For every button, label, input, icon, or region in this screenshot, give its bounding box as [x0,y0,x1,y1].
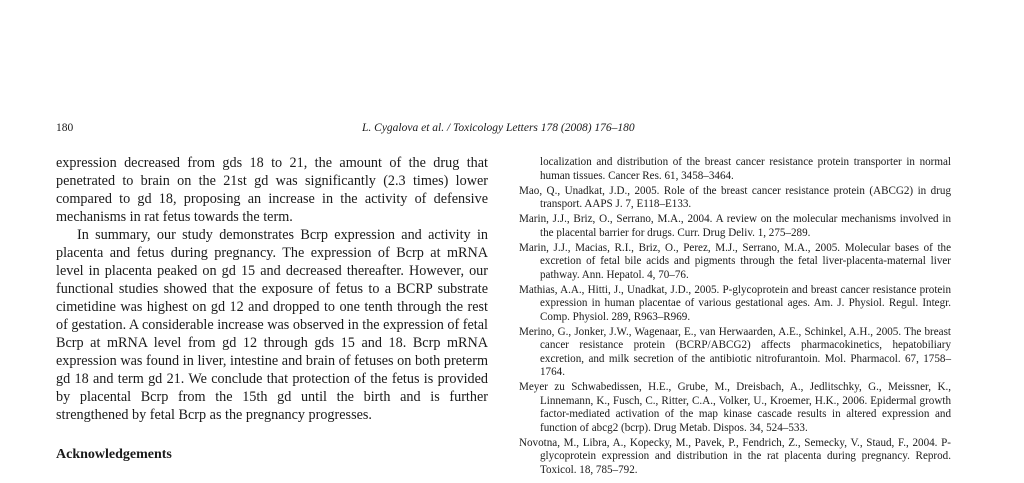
journal-citation-header: L. Cygalova et al. / Toxicology Letters 178 (2008) 176–180 [362,122,635,134]
summary-paragraph: In summary, our study demonstrates Bcrp expression and activity in placenta and fetus during pregnancy. The expression of Bcrp at mRNA level in placenta peaked on gd 15 and decreased thereafter. However, our functional studies showed that the exposure of fetus to a BCRP substrate cimetidine was highest on gd 12 and dropped to one tenth through the rest of gestation. A considerable increase was observed in the expression of fetal Bcrp at mRNA level from gd 12 through gds 15 and 18. Bcrp mRNA expression was found in liver, intestine and brain of fetuses on both preterm gd 18 and term gd 21. We conclude that protection of the fetus is provided by placental Bcrp from the 15th gd until the birth and is further strengthened by fetal Bcrp as the pregnancy progresses. [56,227,488,423]
acknowledgements-heading: Acknowledgements [56,447,172,462]
left-column [56,154,488,464]
reference-continuation: localization and distribution of the breast cancer resistance protein transporter in normal human tissues. Cancer Res. 61, 3458–3464. [540,156,951,182]
references-column [519,156,951,479]
body-paragraph: expression decreased from gds 18 to 21, the amount of the drug that penetrated to brain on the 21st gd was significantly (2.3 times) lower compared to gd 18, proposing an increase in the activity of defensive mechanisms in rat fetus towards the term. [56,155,488,225]
reference-item: Meyer zu Schwabedissen, H.E., Grube, M., Dreisbach, A., Jedlitschky, G., Meissner, K., Linnemann, K., Fusch, C., Ritter, C.A., Volker, U., Kroemer, H.K., 2006. Epidermal growth factor-mediated activation of the map kinase cascade results in altered expression and function of abcg2 (bcrp). Drug Metab. Dispos. 34, 524–533. [519,381,951,434]
reference-item: Merino, G., Jonker, J.W., Wagenaar, E., van Herwaarden, A.E., Schinkel, A.H., 2005. The breast cancer resistance protein (BCRP/ABCG2) affects pharmacokinetics, hepatobiliary excretion, and milk secretion of the antibiotic nitrofurantoin. Mol. Pharmacol. 67, 1758–1764. [519,325,951,378]
running-header [56,122,956,138]
reference-item: Mao, Q., Unadkat, J.D., 2005. Role of the breast cancer resistance protein (ABCG2) in drug transport. AAPS J. 7, E118–E133. [519,184,951,210]
page-number: 180 [56,122,74,134]
reference-item: Mathias, A.A., Hitti, J., Unadkat, J.D., 2005. P-glycoprotein and breast cancer resistance protein expression in human placentae of various gestational ages. Am. J. Physiol. Regul. Integr. Comp. Physiol. 289, R963–R969. [519,283,951,323]
reference-item: Novotna, M., Libra, A., Kopecky, M., Pavek, P., Fendrich, Z., Semecky, V., Staud, F., 2004. P-glycoprotein expression and distribution in the rat placenta during pregnancy. Reprod. Toxicol. 18, 785–792. [519,436,951,476]
reference-item: Marin, J.J., Briz, O., Serrano, M.A., 2004. A review on the molecular mechanisms involved in the placental barrier for drugs. Curr. Drug Deliv. 1, 275–289. [519,213,951,239]
reference-item: Marin, J.J., Macias, R.I., Briz, O., Perez, M.J., Serrano, M.A., 2005. Molecular bases of the excretion of fetal bile acids and pigments through the fetal liver-placenta-maternal liver pathway. Ann. Hepatol. 4, 70–76. [519,241,951,281]
